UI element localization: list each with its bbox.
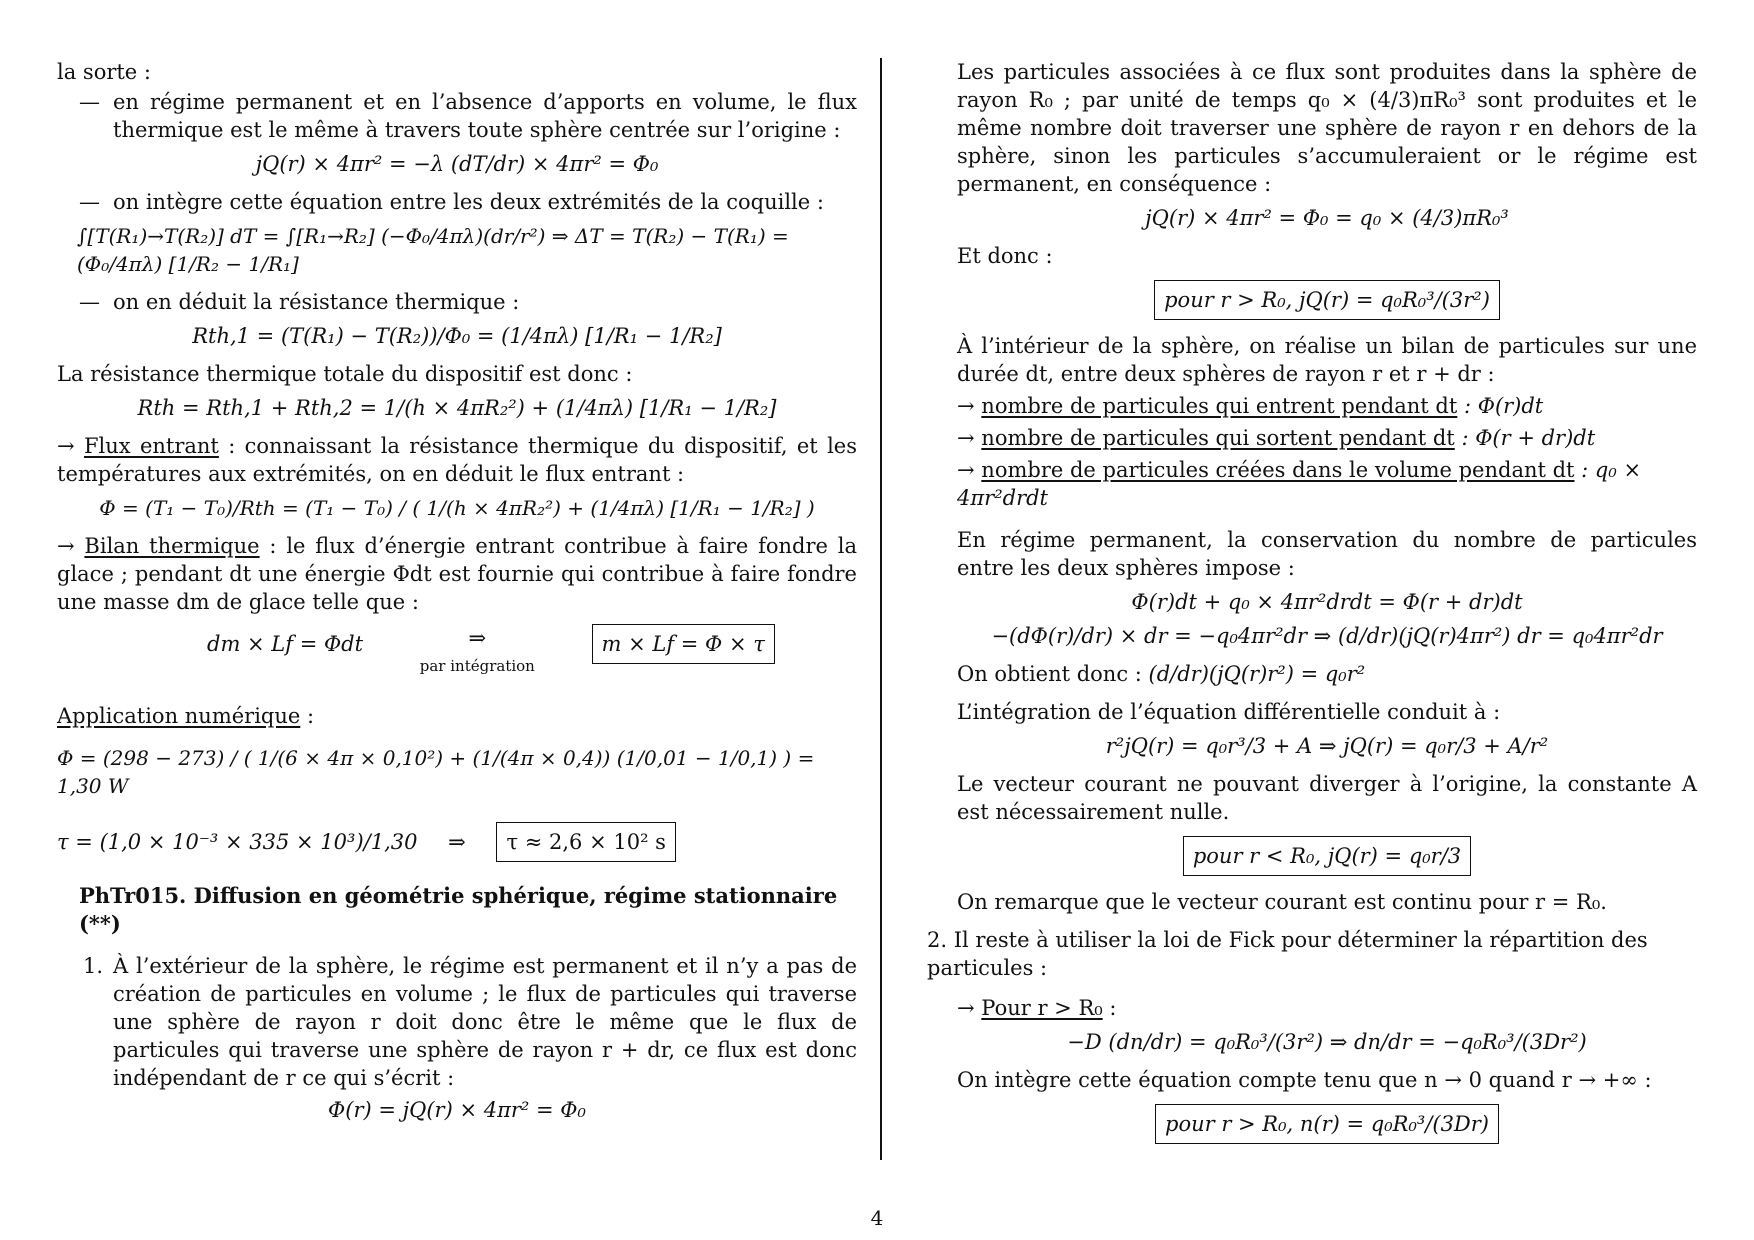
obtient-label: On obtient donc : bbox=[957, 662, 1149, 686]
bilan-text: : le flux d’énergie entrant contribue à faire fondre la glace ; pendant dt une énergie Φdt est fournie qui contribue à faire fondre une masse dm de glace telle que : bbox=[57, 534, 857, 614]
equation-flux-production: jQ(r) × 4πr² = Φ₀ = q₀ × (4/3)πR₀³ bbox=[1145, 206, 1509, 230]
bullet-1 bbox=[57, 88, 857, 144]
item-1 bbox=[57, 952, 857, 1092]
bilan-item-2-label: nombre de particules qui sortent pendant dt bbox=[981, 426, 1455, 450]
bilan-item-2 bbox=[957, 424, 1697, 452]
equation-resistance-total: Rth = Rth,1 + Rth,2 = 1/(h × 4πR₂²) + (1/4πλ) [1/R₁ − 1/R₂] bbox=[137, 396, 777, 420]
et-donc: Et donc : bbox=[957, 244, 1053, 268]
bilan-item-3-value: : q₀ × 4πr²drdt bbox=[957, 458, 1642, 510]
equation-resistance-1: Rth,1 = (T(R₁) − T(R₂))/Φ₀ = (1/4πλ) [1/R₁ − 1/R₂] bbox=[192, 324, 722, 348]
bullet-1-text: en régime permanent et en l’absence d’apports en volume, le flux thermique est le même à travers toute sphère centrée sur l’origine : bbox=[113, 90, 857, 142]
pour-colon: : bbox=[1102, 996, 1117, 1020]
right-paragraph-2: À l’intérieur de la sphère, on réalise un bilan de particules sur une durée dt, entre deux sphères de rayon r et r + dr : bbox=[957, 334, 1697, 386]
implies-note-text: par intégration bbox=[419, 657, 535, 675]
equation-integration: ∫[T(R₁)→T(R₂)] dT = ∫[R₁→R₂] (−Φ₀/4πλ)(dr/r²) ⇒ ΔT = T(R₂) − T(R₁) = (Φ₀/4πλ) [1/R₂ − 1/R₁] bbox=[77, 224, 789, 276]
result-box-fusion: m × Lf = Φ × τ bbox=[592, 624, 775, 664]
tau-implies: ⇒ bbox=[448, 830, 466, 854]
item-1-number: 1. bbox=[83, 954, 104, 978]
equation-differential: −(dΦ(r)/dr) × dr = −q₀4πr²dr ⇒ (d/dr)(jQ(r)4πr²) dr = q₀4πr²dr bbox=[991, 624, 1663, 648]
spacer bbox=[957, 514, 1697, 526]
box-outside-content: pour r > R₀, jQ(r) = q₀R₀³/(3r²) bbox=[1154, 280, 1500, 320]
equation-flux-sphere: jQ(r) × 4πr² = −λ (dT/dr) × 4πr² = Φ₀ bbox=[255, 152, 659, 176]
bilan-item-2-value: : Φ(r + dr)dt bbox=[1454, 426, 1596, 450]
obtient-line bbox=[957, 660, 1697, 688]
arrow-icon: → bbox=[957, 394, 975, 418]
item-2 bbox=[927, 926, 1697, 982]
dash-mark: — bbox=[79, 190, 100, 214]
dash-mark: — bbox=[79, 290, 100, 314]
item-2-text: Il reste à utiliser la loi de Fick pour déterminer la répartition des particules : bbox=[927, 928, 1648, 980]
bilan-item-3 bbox=[957, 456, 1697, 512]
bullet-2 bbox=[57, 188, 857, 216]
right-column bbox=[927, 58, 1697, 1156]
equation-integration-result: r²jQ(r) = q₀r³/3 + A ⇒ jQ(r) = q₀r/3 + A/r² bbox=[1105, 734, 1549, 758]
equation-conservation: Φ(r)dt + q₀ × 4πr²drdt = Φ(r + dr)dt bbox=[1131, 590, 1523, 614]
right-paragraph-3: En régime permanent, la conservation du nombre de particules entre les deux sphères impose : bbox=[957, 528, 1697, 580]
result-box-tau: τ ≈ 2,6 × 10² s bbox=[496, 822, 676, 862]
arrow-icon: → bbox=[57, 534, 85, 558]
equation-fusion bbox=[57, 624, 857, 680]
bilan-label: Bilan thermique bbox=[84, 534, 260, 558]
arrow-icon: → bbox=[957, 996, 975, 1020]
result-box-density bbox=[957, 1104, 1697, 1144]
result-box-inside bbox=[957, 836, 1697, 876]
equation-numeric-flux: Φ = (298 − 273) / ( 1/(6 × 4π × 0,10²) + (1/(4π × 0,4)) (1/0,01 − 1/0,1) ) = 1,30 W bbox=[57, 746, 815, 798]
bilan-item-1-value: : Φ(r)dt bbox=[1457, 394, 1544, 418]
pour-label: Pour r > R₀ bbox=[981, 996, 1103, 1020]
result-box-outside bbox=[957, 280, 1697, 320]
item-1-text: À l’extérieur de la sphère, le régime est permanent et il n’y a pas de création de particules en volume ; le flux de particules qui traverse une sphère de rayon r doit donc être le même que le flux de particules qui traverse une sphère de rayon r + dr, ce flux est donc indépendant de r ce qui s’écrit : bbox=[113, 954, 857, 1090]
bullet-3-text: on en déduit la résistance thermique : bbox=[113, 290, 520, 314]
equation-tau bbox=[57, 822, 857, 862]
arrow-icon: → bbox=[957, 426, 975, 450]
fusion-left: dm × Lf = Φdt bbox=[207, 632, 364, 656]
bilan-item-1 bbox=[957, 392, 1697, 420]
flux-paragraph bbox=[57, 432, 857, 488]
bilan-item-3-label: nombre de particules créées dans le volume pendant dt bbox=[981, 458, 1575, 482]
spacer bbox=[57, 690, 857, 702]
bilan-paragraph bbox=[57, 532, 857, 616]
equation-flux-constant: Φ(r) = jQ(r) × 4πr² = Φ₀ bbox=[328, 1098, 586, 1122]
page-number: 4 bbox=[870, 1206, 884, 1230]
intro-text: la sorte : bbox=[57, 60, 151, 84]
right-paragraph-1: Les particules associées à ce flux sont produites dans la sphère de rayon R₀ ; par unité de temps q₀ × (4/3)πR₀³ sont produites et le même nombre doit traverser une sphère de rayon r en dehors de la sphère, sinon les particules s’accumuleraient or le régime est permanent, en conséquence : bbox=[957, 60, 1697, 196]
right-paragraph-7: On intègre cette équation compte tenu que n → 0 quand r → +∞ : bbox=[957, 1068, 1652, 1092]
obtient-equation: (d/dr)(jQ(r)r²) = q₀r² bbox=[1148, 662, 1366, 686]
spacer bbox=[957, 982, 1697, 994]
equation-fick: −D (dn/dr) = q₀R₀³/(3r²) ⇒ dn/dr = −q₀R₀³/(3Dr²) bbox=[1067, 1030, 1587, 1054]
equation-flux-entrant: Φ = (T₁ − T₀)/Rth = (T₁ − T₀) / ( 1/(h × 4πR₂²) + (1/4πλ) [1/R₁ − 1/R₂] ) bbox=[99, 496, 815, 520]
application-heading bbox=[57, 702, 857, 730]
implies-arrow: ⇒ bbox=[468, 626, 487, 650]
flux-label: Flux entrant bbox=[83, 434, 219, 458]
arrow-icon: → bbox=[57, 434, 84, 458]
left-column bbox=[57, 58, 857, 1134]
box-density-content: pour r > R₀, n(r) = q₀R₀³/(3Dr) bbox=[1155, 1104, 1499, 1144]
tau-expression: τ = (1,0 × 10⁻³ × 335 × 10³)/1,30 bbox=[57, 830, 418, 854]
box-inside-content: pour r < R₀, jQ(r) = q₀r/3 bbox=[1183, 836, 1471, 876]
flux-text: : connaissant la résistance thermique du dispositif, et les températures aux extrémités, on en déduit le flux entrant : bbox=[57, 434, 858, 486]
column-divider bbox=[880, 58, 882, 1160]
application-colon: : bbox=[300, 704, 315, 728]
implies-note bbox=[420, 624, 535, 680]
item-2-number: 2. bbox=[927, 928, 948, 952]
bullet-3 bbox=[57, 288, 857, 316]
right-paragraph-6: On remarque que le vecteur courant est continu pour r = R₀. bbox=[957, 890, 1607, 914]
section-heading: PhTr015. Diffusion en géométrie sphérique, régime stationnaire (**) bbox=[79, 883, 838, 936]
bilan-item-1-label: nombre de particules qui entrent pendant dt bbox=[981, 394, 1458, 418]
right-paragraph-5: Le vecteur courant ne pouvant diverger à l’origine, la constante A est nécessairement nulle. bbox=[957, 772, 1697, 824]
pour-heading bbox=[957, 994, 1697, 1022]
dash-mark: — bbox=[79, 90, 100, 114]
bullet-2-text: on intègre cette équation entre les deux extrémités de la coquille : bbox=[113, 190, 824, 214]
right-paragraph-4: L’intégration de l’équation différentielle conduit à : bbox=[957, 700, 1501, 724]
total-resistance-text: La résistance thermique totale du dispositif est donc : bbox=[57, 362, 633, 386]
application-label: Application numérique bbox=[57, 704, 301, 728]
arrow-icon: → bbox=[957, 458, 975, 482]
